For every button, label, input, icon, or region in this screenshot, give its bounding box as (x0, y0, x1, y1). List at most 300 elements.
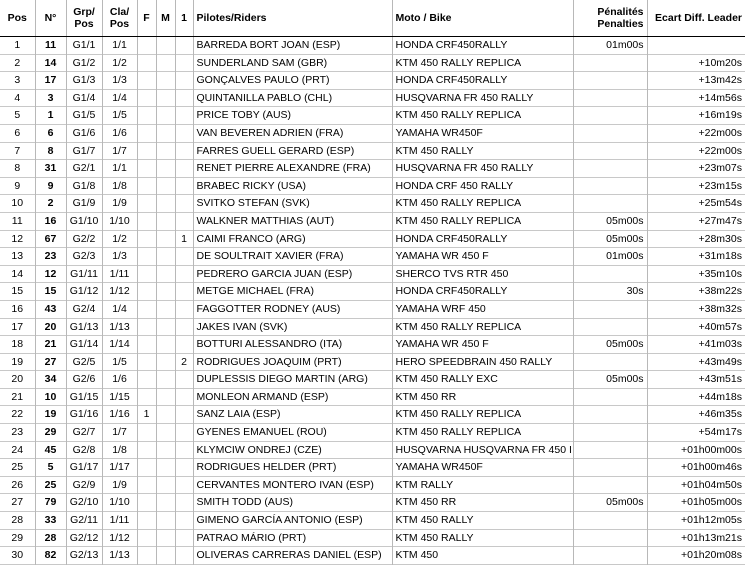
cell-penalty (573, 177, 647, 195)
cell-one (175, 424, 193, 442)
cell-position: 26 (11, 478, 24, 491)
cell-position: 27 (11, 496, 24, 509)
cell-one (175, 547, 193, 565)
cell-gap: +23m07s (647, 160, 745, 178)
cell-penalty: 05m00s (573, 230, 647, 248)
table-row (0, 318, 745, 336)
cell-penalty (573, 406, 647, 424)
cell-rider: QUINTANILLA PABLO (CHL) (193, 89, 392, 107)
cell-bike: KTM 450 RALLY REPLICA (392, 195, 573, 213)
cell-class-position: 1/7 (102, 424, 137, 442)
cell-f (137, 371, 156, 389)
cell-one (175, 512, 193, 530)
cell-bike: YAMAHA WR450F (392, 459, 573, 477)
cell-penalty: 01m00s (573, 37, 647, 55)
cell-penalty (573, 512, 647, 530)
cell-position: 1 (14, 39, 21, 51)
cell-rider: DUPLESSIS DIEGO MARTIN (ARG) (193, 371, 392, 389)
cell-f (137, 388, 156, 406)
cell-f (137, 124, 156, 142)
cell-position: 19 (11, 355, 24, 368)
cell-m (156, 336, 175, 354)
cell-bike: YAMAHA WRF 450 (392, 300, 573, 318)
cell-f (137, 283, 156, 301)
table-row (0, 512, 745, 530)
cell-number: 16 (35, 212, 66, 230)
table-row (0, 336, 745, 354)
cell-class-position: 1/16 (102, 406, 137, 424)
cell-group-position: G2/9 (66, 476, 102, 494)
table-row (0, 124, 745, 142)
cell-one (175, 195, 193, 213)
cell-bike: HONDA CRF450RALLY (392, 72, 573, 90)
cell-group-position: G1/7 (66, 142, 102, 160)
cell-f (137, 547, 156, 565)
cell-position: 20 (11, 373, 24, 386)
cell-class-position: 1/12 (102, 529, 137, 547)
table-row (0, 248, 745, 266)
cell-rider: FARRES GUELL GERARD (ESP) (193, 142, 392, 160)
table-row (0, 89, 745, 107)
cell-class-position: 1/14 (102, 336, 137, 354)
cell-penalty: 01m00s (573, 248, 647, 266)
header-m: M (156, 0, 175, 37)
cell-rider: GYENES EMANUEL (ROU) (193, 424, 392, 442)
cell-gap: +22m00s (647, 124, 745, 142)
cell-gap: +27m47s (647, 212, 745, 230)
table-row (0, 72, 745, 90)
cell-number: 11 (35, 37, 66, 55)
cell-number: 6 (35, 124, 66, 142)
cell-penalty: 05m00s (573, 212, 647, 230)
cell-m (156, 388, 175, 406)
cell-rider: CAIMI FRANCO (ARG) (193, 230, 392, 248)
cell-rider: WALKNER MATTHIAS (AUT) (193, 212, 392, 230)
cell-one (175, 89, 193, 107)
cell-rider: BOTTURI ALESSANDRO (ITA) (193, 336, 392, 354)
cell-position: 29 (11, 531, 24, 544)
table-row (0, 54, 745, 72)
cell-penalty (573, 318, 647, 336)
cell-gap: +10m20s (647, 54, 745, 72)
cell-rider: GIMENO GARCÍA ANTONIO (ESP) (193, 512, 392, 530)
header-penalties: Pénalités Penalties (573, 0, 647, 37)
cell-class-position: 1/12 (102, 283, 137, 301)
cell-bike: KTM 450 RALLY REPLICA (392, 107, 573, 125)
cell-class-position: 1/8 (102, 441, 137, 459)
cell-one (175, 406, 193, 424)
cell-f (137, 353, 156, 371)
cell-gap: +46m35s (647, 406, 745, 424)
table-row (0, 37, 745, 55)
cell-position: 12 (11, 232, 24, 245)
results-body (0, 37, 745, 565)
cell-class-position: 1/1 (102, 160, 137, 178)
cell-f (137, 72, 156, 90)
cell-one (175, 160, 193, 178)
cell-bike: KTM 450 RALLY (392, 512, 573, 530)
cell-bike: KTM 450 (392, 547, 573, 565)
header-class-position: Cla/ Pos (102, 0, 137, 37)
cell-group-position: G2/3 (66, 248, 102, 266)
cell-rider: KLYMCIW ONDREJ (CZE) (193, 441, 392, 459)
cell-number: 34 (35, 371, 66, 389)
cell-number: 21 (35, 336, 66, 354)
cell-position: 6 (14, 126, 21, 139)
cell-group-position: G1/10 (66, 212, 102, 230)
cell-gap: +13m42s (647, 72, 745, 90)
cell-gap: +54m17s (647, 424, 745, 442)
cell-group-position: G2/13 (66, 547, 102, 565)
cell-group-position: G1/6 (66, 124, 102, 142)
cell-group-position: G1/8 (66, 177, 102, 195)
cell-f (137, 441, 156, 459)
cell-one (175, 54, 193, 72)
cell-group-position: G1/17 (66, 459, 102, 477)
cell-class-position: 1/13 (102, 547, 137, 565)
cell-position: 2 (14, 56, 21, 69)
cell-group-position: G2/10 (66, 494, 102, 512)
cell-position: 22 (11, 408, 24, 421)
cell-penalty (573, 195, 647, 213)
cell-class-position: 1/9 (102, 476, 137, 494)
cell-penalty (573, 388, 647, 406)
cell-class-position: 1/15 (102, 388, 137, 406)
header-group-position: Grp/ Pos (66, 0, 102, 37)
cell-one (175, 494, 193, 512)
cell-number: 8 (35, 142, 66, 160)
cell-number: 10 (35, 388, 66, 406)
cell-bike: YAMAHA WR 450 F (392, 336, 573, 354)
cell-one (175, 283, 193, 301)
cell-f (137, 424, 156, 442)
cell-group-position: G1/3 (66, 72, 102, 90)
cell-class-position: 1/2 (102, 230, 137, 248)
cell-gap: +01h00m00s (647, 441, 745, 459)
cell-gap: +01h00m46s (647, 459, 745, 477)
cell-group-position: G1/11 (66, 265, 102, 283)
cell-position: 5 (14, 109, 21, 122)
cell-rider: PEDRERO GARCIA JUAN (ESP) (193, 265, 392, 283)
cell-position: 7 (14, 144, 21, 157)
cell-one (175, 72, 193, 90)
cell-gap: +01h12m05s (647, 512, 745, 530)
cell-one (175, 107, 193, 125)
cell-gap: +01h20m08s (647, 547, 745, 565)
cell-f (137, 512, 156, 530)
cell-f (137, 212, 156, 230)
cell-bike: HUSQVARNA HUSQVARNA FR 450 I (392, 441, 573, 459)
cell-rider: RODRIGUES JOAQUIM (PRT) (193, 353, 392, 371)
cell-f (137, 459, 156, 477)
cell-group-position: G1/16 (66, 406, 102, 424)
cell-number: 31 (35, 160, 66, 178)
cell-group-position: G2/6 (66, 371, 102, 389)
header-bike: Moto / Bike (392, 0, 573, 37)
cell-m (156, 142, 175, 160)
cell-bike: SHERCO TVS RTR 450 (392, 265, 573, 283)
cell-one (175, 248, 193, 266)
table-row (0, 424, 745, 442)
cell-rider: SUNDERLAND SAM (GBR) (193, 54, 392, 72)
table-row (0, 283, 745, 301)
table-row (0, 212, 745, 230)
cell-group-position: G1/5 (66, 107, 102, 125)
cell-class-position: 1/7 (102, 142, 137, 160)
cell-one (175, 388, 193, 406)
cell-one: 2 (175, 353, 193, 371)
cell-m (156, 318, 175, 336)
cell-penalty (573, 265, 647, 283)
cell-gap: +35m10s (647, 265, 745, 283)
cell-position: 13 (11, 250, 24, 263)
cell-group-position: G1/12 (66, 283, 102, 301)
cell-f (137, 177, 156, 195)
cell-class-position: 1/9 (102, 195, 137, 213)
cell-f (137, 54, 156, 72)
cell-one (175, 124, 193, 142)
cell-bike: YAMAHA WR450F (392, 124, 573, 142)
cell-bike: HONDA CRF450RALLY (392, 283, 573, 301)
cell-f (137, 230, 156, 248)
cell-rider: PRICE TOBY (AUS) (193, 107, 392, 125)
cell-group-position: G2/8 (66, 441, 102, 459)
cell-bike: KTM 450 RALLY EXC (392, 371, 573, 389)
cell-group-position: G1/9 (66, 195, 102, 213)
cell-class-position: 1/11 (102, 265, 137, 283)
cell-f (137, 336, 156, 354)
cell-m (156, 54, 175, 72)
cell-number: 2 (35, 195, 66, 213)
cell-number: 43 (35, 300, 66, 318)
cell-rider: SMITH TODD (AUS) (193, 494, 392, 512)
cell-number: 20 (35, 318, 66, 336)
cell-m (156, 248, 175, 266)
cell-m (156, 441, 175, 459)
cell-penalty (573, 72, 647, 90)
table-row (0, 300, 745, 318)
cell-group-position: G1/15 (66, 388, 102, 406)
cell-gap (647, 37, 745, 55)
table-row (0, 353, 745, 371)
cell-one (175, 177, 193, 195)
cell-group-position: G2/2 (66, 230, 102, 248)
cell-number: 79 (35, 494, 66, 512)
cell-gap: +14m56s (647, 89, 745, 107)
cell-m (156, 265, 175, 283)
table-row (0, 441, 745, 459)
cell-one (175, 318, 193, 336)
cell-m (156, 476, 175, 494)
cell-f (137, 160, 156, 178)
cell-m (156, 494, 175, 512)
cell-gap: +38m32s (647, 300, 745, 318)
cell-bike: YAMAHA WR 450 F (392, 248, 573, 266)
table-row (0, 160, 745, 178)
cell-number: 9 (35, 177, 66, 195)
cell-gap: +38m22s (647, 283, 745, 301)
cell-rider: GONÇALVES PAULO (PRT) (193, 72, 392, 90)
cell-position: 28 (11, 514, 24, 527)
cell-gap: +16m19s (647, 107, 745, 125)
cell-gap: +25m54s (647, 195, 745, 213)
cell-rider: FAGGOTTER RODNEY (AUS) (193, 300, 392, 318)
cell-penalty: 05m00s (573, 494, 647, 512)
cell-class-position: 1/17 (102, 459, 137, 477)
cell-gap: +01h13m21s (647, 529, 745, 547)
cell-number: 5 (35, 459, 66, 477)
cell-number: 25 (35, 476, 66, 494)
cell-f (137, 107, 156, 125)
cell-m (156, 283, 175, 301)
cell-group-position: G1/14 (66, 336, 102, 354)
table-row (0, 142, 745, 160)
cell-position: 4 (14, 91, 21, 104)
cell-number: 67 (35, 230, 66, 248)
cell-penalty (573, 459, 647, 477)
cell-number: 82 (35, 547, 66, 565)
cell-group-position: G2/7 (66, 424, 102, 442)
cell-number: 29 (35, 424, 66, 442)
cell-class-position: 1/13 (102, 318, 137, 336)
cell-one (175, 37, 193, 55)
cell-f (137, 248, 156, 266)
cell-f (137, 89, 156, 107)
cell-class-position: 1/10 (102, 212, 137, 230)
cell-penalty (573, 353, 647, 371)
cell-rider: RENET PIERRE ALEXANDRE (FRA) (193, 160, 392, 178)
cell-position: 9 (14, 179, 21, 192)
cell-group-position: G1/13 (66, 318, 102, 336)
cell-rider: JAKES IVAN (SVK) (193, 318, 392, 336)
cell-penalty (573, 441, 647, 459)
cell-f (137, 476, 156, 494)
cell-group-position: G2/4 (66, 300, 102, 318)
cell-position: 25 (11, 461, 24, 474)
header-one: 1 (175, 0, 193, 37)
table-row (0, 494, 745, 512)
cell-m (156, 353, 175, 371)
cell-f (137, 318, 156, 336)
cell-m (156, 72, 175, 90)
cell-rider: DE SOULTRAIT XAVIER (FRA) (193, 248, 392, 266)
cell-bike: KTM 450 RALLY REPLICA (392, 318, 573, 336)
cell-class-position: 1/4 (102, 300, 137, 318)
cell-position: 21 (11, 390, 24, 403)
cell-rider: BRABEC RICKY (USA) (193, 177, 392, 195)
cell-class-position: 1/10 (102, 494, 137, 512)
cell-m (156, 371, 175, 389)
cell-group-position: G1/4 (66, 89, 102, 107)
cell-gap: +31m18s (647, 248, 745, 266)
cell-class-position: 1/8 (102, 177, 137, 195)
table-row (0, 388, 745, 406)
cell-one (175, 441, 193, 459)
cell-group-position: G2/12 (66, 529, 102, 547)
cell-group-position: G2/1 (66, 160, 102, 178)
cell-number: 3 (35, 89, 66, 107)
cell-rider: METGE MICHAEL (FRA) (193, 283, 392, 301)
cell-m (156, 212, 175, 230)
cell-one (175, 459, 193, 477)
cell-gap: +44m18s (647, 388, 745, 406)
cell-gap: +28m30s (647, 230, 745, 248)
cell-penalty (573, 547, 647, 565)
cell-number: 14 (35, 54, 66, 72)
cell-m (156, 89, 175, 107)
cell-number: 17 (35, 72, 66, 90)
cell-rider: SANZ LAIA (ESP) (193, 406, 392, 424)
cell-bike: HERO SPEEDBRAIN 450 RALLY (392, 353, 573, 371)
cell-number: 45 (35, 441, 66, 459)
table-row (0, 459, 745, 477)
cell-bike: HUSQVARNA FR 450 RALLY (392, 89, 573, 107)
cell-f (137, 37, 156, 55)
cell-class-position: 1/11 (102, 512, 137, 530)
cell-f (137, 195, 156, 213)
cell-one (175, 300, 193, 318)
cell-one (175, 142, 193, 160)
cell-m (156, 124, 175, 142)
cell-class-position: 1/2 (102, 54, 137, 72)
table-row (0, 265, 745, 283)
cell-m (156, 107, 175, 125)
cell-one (175, 265, 193, 283)
cell-m (156, 512, 175, 530)
cell-m (156, 37, 175, 55)
cell-m (156, 230, 175, 248)
cell-one: 1 (175, 230, 193, 248)
cell-penalty: 30s (573, 283, 647, 301)
cell-rider: RODRIGUES HELDER (PRT) (193, 459, 392, 477)
table-row (0, 371, 745, 389)
cell-one (175, 476, 193, 494)
cell-gap: +43m51s (647, 371, 745, 389)
cell-gap: +40m57s (647, 318, 745, 336)
cell-f (137, 265, 156, 283)
cell-number: 27 (35, 353, 66, 371)
cell-bike: KTM 450 RR (392, 388, 573, 406)
cell-m (156, 160, 175, 178)
header-gap: Ecart Diff. Leader (647, 0, 745, 37)
cell-class-position: 1/3 (102, 248, 137, 266)
cell-m (156, 300, 175, 318)
cell-bike: KTM 450 RALLY REPLICA (392, 54, 573, 72)
cell-position: 24 (11, 443, 24, 456)
cell-penalty (573, 107, 647, 125)
cell-penalty (573, 476, 647, 494)
table-row (0, 547, 745, 565)
header-pos: Pos (0, 0, 35, 37)
cell-position: 17 (11, 320, 24, 333)
cell-penalty (573, 300, 647, 318)
cell-rider: BARREDA BORT JOAN (ESP) (193, 37, 392, 55)
cell-gap: +01h05m00s (647, 494, 745, 512)
cell-gap: +23m15s (647, 177, 745, 195)
cell-group-position: G1/1 (66, 37, 102, 55)
cell-rider: VAN BEVEREN ADRIEN (FRA) (193, 124, 392, 142)
cell-bike: HONDA CRF 450 RALLY (392, 177, 573, 195)
cell-bike: HONDA CRF450RALLY (392, 230, 573, 248)
cell-class-position: 1/1 (102, 37, 137, 55)
cell-gap: +43m49s (647, 353, 745, 371)
cell-m (156, 547, 175, 565)
table-row (0, 230, 745, 248)
header-riders: Pilotes/Riders (193, 0, 392, 37)
cell-penalty: 05m00s (573, 336, 647, 354)
cell-number: 23 (35, 248, 66, 266)
cell-f (137, 494, 156, 512)
